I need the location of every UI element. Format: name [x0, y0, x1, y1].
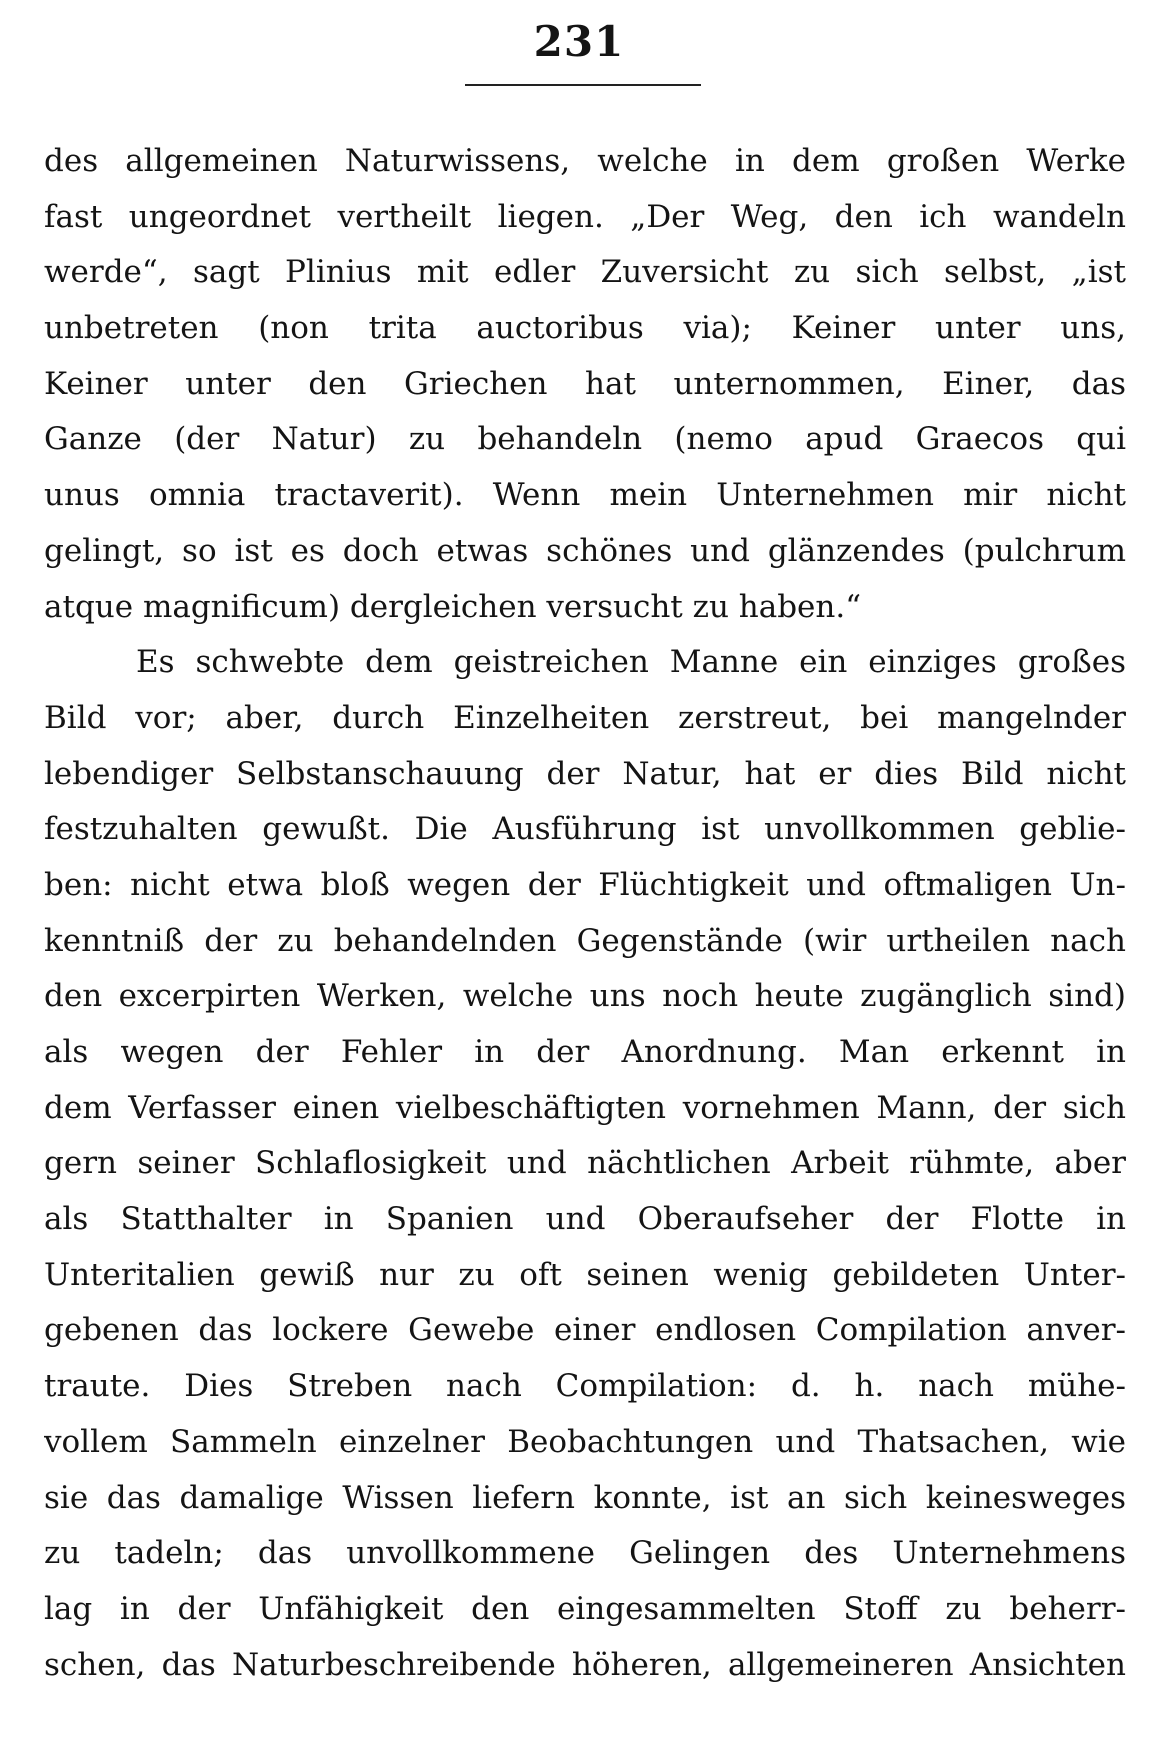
text-line: fast ungeordnet vertheilt liegen. „Der Weg, den ich wandeln — [44, 198, 1126, 235]
page-number: 231 — [533, 17, 625, 66]
text-line: sie das damalige Wissen liefern konnte, ist an sich keinesweges — [44, 1479, 1126, 1516]
text-line: werde“, sagt Plinius mit edler Zuversicht zu sich selbst, „ist — [44, 254, 1126, 291]
text-line: als wegen der Fehler in der Anordnung. Man erkennt in — [44, 1034, 1126, 1070]
text-line: vollem Sammeln einzelner Beobachtungen und Thatsachen, wie — [44, 1423, 1126, 1460]
text-line: schen, das Naturbeschreibende höheren, allgemeineren Ansichten — [44, 1646, 1126, 1683]
paragraph-1 — [44, 134, 1126, 635]
text-line: lebendiger Selbstanschauung der Natur, hat er dies Bild nicht — [44, 755, 1126, 792]
text-line: zu tadeln; das unvollkommene Gelingen des Unternehmens — [44, 1535, 1126, 1572]
paragraph-2 — [44, 635, 1126, 1693]
text-line: dem Verfasser einen vielbeschäftigten vornehmen Mann, der sich — [44, 1089, 1126, 1126]
text-line: Unteritalien gewiß nur zu oft seinen wenig gebildeten Unter- — [44, 1256, 1126, 1293]
text-line: traute. Dies Streben nach Compilation: d. h. nach mühe- — [44, 1368, 1126, 1405]
text-line: unus omnia tractaverit). Wenn mein Unternehmen mir nicht — [44, 477, 1126, 514]
header-rule — [465, 84, 701, 86]
text-line: lag in der Unfähigkeit den eingesammelten Stoff zu beherr- — [44, 1590, 1126, 1627]
text-line: gebenen das lockere Gewebe einer endlosen Compilation anver- — [44, 1312, 1126, 1349]
text-line: unbetreten (non trita auctoribus via); Keiner unter uns, — [44, 310, 1126, 347]
text-line: als Statthalter in Spanien und Oberaufseher der Flotte in — [44, 1201, 1126, 1238]
text-line: gelingt, so ist es doch etwas schönes und glänzendes (pulchrum — [44, 532, 1126, 569]
body-text — [44, 134, 1126, 1693]
text-line: ben: nicht etwa bloß wegen der Flüchtigkeit und oftmaligen Un- — [44, 866, 1126, 903]
text-line: festzuhalten gewußt. Die Ausführung ist unvollkommen geblie- — [44, 811, 1126, 848]
text-line: gern seiner Schlaflosigkeit und nächtlichen Arbeit rühmte, aber — [44, 1145, 1126, 1182]
text-line: Keiner unter den Griechen hat unternommen, Einer, das — [44, 365, 1126, 402]
text-line: atque magnificum) dergleichen versucht zu haben.“ — [44, 588, 862, 625]
text-line: kenntniß der zu behandelnden Gegenstände (wir urtheilen nach — [44, 922, 1126, 959]
text-line: Ganze (der Natur) zu behandeln (nemo apud Graecos qui — [44, 421, 1126, 458]
text-line: Bild vor; aber, durch Einzelheiten zerstreut, bei mangelnder — [44, 699, 1126, 736]
text-line: Es schwebte dem geistreichen Manne ein einziges großes — [136, 644, 1126, 681]
text-line: des allgemeinen Naturwissens, welche in dem großen Werke — [44, 143, 1126, 179]
text-line: den excerpirten Werken, welche uns noch heute zugänglich sind) — [44, 978, 1126, 1015]
